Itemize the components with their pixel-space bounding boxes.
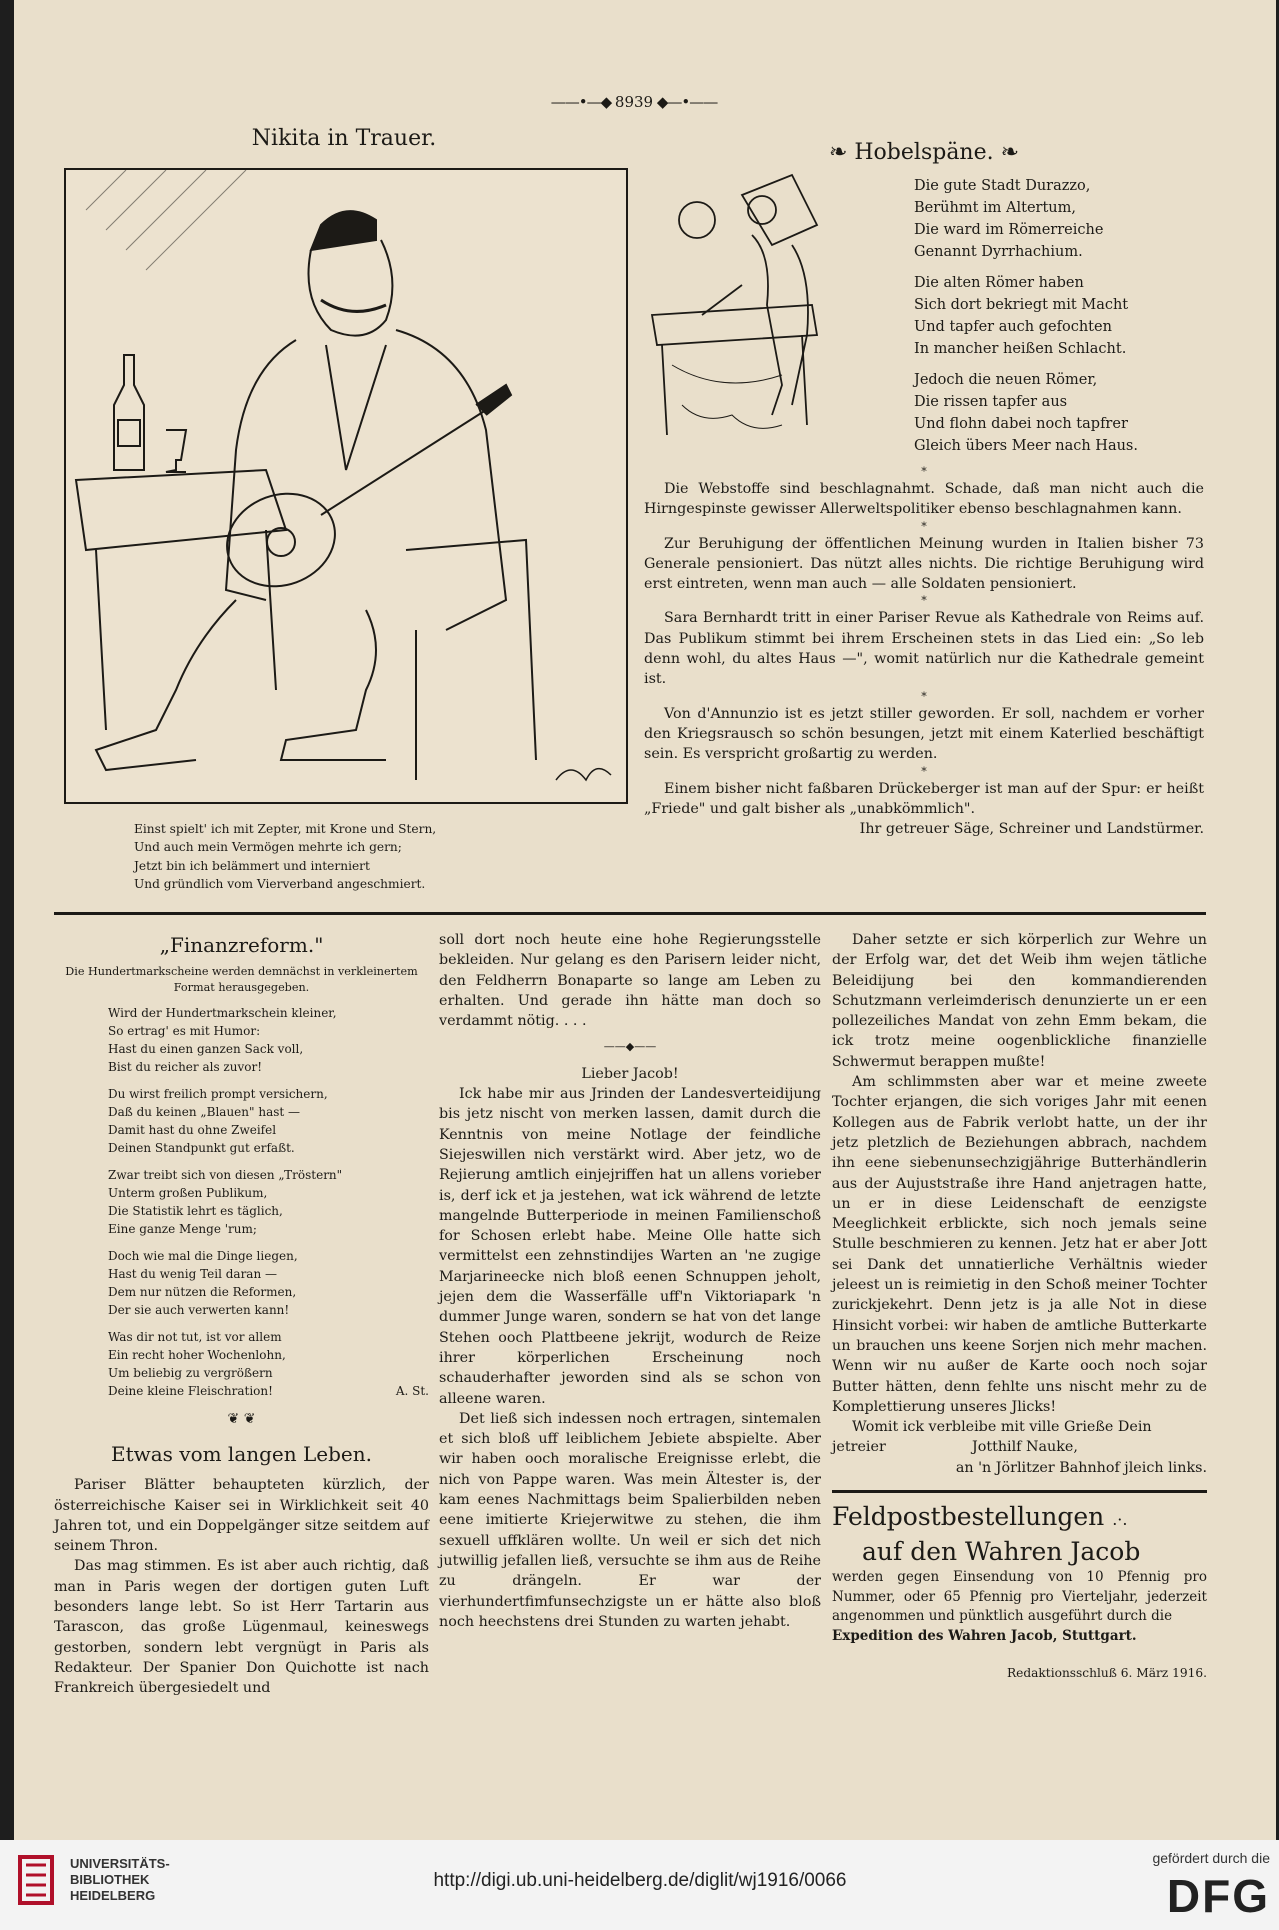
caption-line: Jetzt bin ich belämmert und interniert [134, 858, 370, 873]
ornament-icon: ❧ [828, 140, 855, 165]
caption-line: Und gründlich vom Vierverband angeschmiert. [134, 876, 426, 891]
finanz-intro: Die Hundertmarkscheine werden demnächst in verkleinertem Format herausgegeben. [65, 965, 418, 994]
poem-line: Die rissen tapfer aus [914, 394, 1068, 410]
separator-star: * [921, 519, 927, 533]
poem-line: Dem nur nützen die Reformen, [108, 1285, 297, 1299]
ad-expedition: Expedition des Wahren Jacob, Stuttgart. [832, 1627, 1137, 1644]
poem-stanza [108, 1166, 429, 1238]
poem-line: Du wirst freilich prompt versichern, [108, 1087, 328, 1101]
poem-stanza [108, 1085, 429, 1157]
poem-line: Und tapfer auch gefochten [914, 319, 1112, 335]
poem-stanza [108, 1004, 429, 1076]
caption-line: Und auch mein Vermögen mehrte ich gern; [134, 840, 402, 855]
logo-line: HEIDELBERG [70, 1888, 156, 1903]
poem-line: Und flohn dabei noch tapfrer [914, 416, 1128, 432]
ad-dots: .·. [1112, 1510, 1128, 1530]
poem-line: Deinen Standpunkt gut erfaßt. [108, 1141, 295, 1155]
cartoon-title: Nikita in Trauer. [251, 126, 437, 151]
hobel-item: Von d'Annunzio ist es jetzt stiller geworden. Er soll, nachdem er vorher den Kriegsrausch so schön besungen, jetzt mit einem Katerlied beschäftigt sein. Es verspricht großartig zu werden. [644, 705, 1204, 763]
jacob-paragraph: Daher setzte er sich körperlich zur Wehre un der Erfolg war, det det Weib ihm wejen tätliche Beleidijung bei den kommandierenden Schutzmann verleimderisch denunzierte un er een pollezeiliches Mandat von zehn Emm bekam, die ick trotz meine oogenblickliche finanzielle Schwermut berappen mußte! [832, 932, 1207, 1070]
leben-title: Etwas vom langen Leben. [110, 1442, 373, 1467]
page-header: ——•—◆ 8939 ◆—•—— [550, 93, 718, 111]
poem-line [108, 1382, 429, 1400]
jacob-paragraph: Womit ick verbleibe mit ville Grieße Dein [852, 1419, 1152, 1436]
column-right [832, 930, 1207, 1682]
poem-line: Ein recht hoher Wochenlohn, [108, 1348, 286, 1362]
poem-line: Gleich übers Meer nach Haus. [914, 438, 1138, 454]
hobel-poem [914, 175, 1174, 466]
poem-stanza [108, 1328, 429, 1400]
poem-stanza [914, 175, 1174, 263]
poem-line: Hast du wenig Teil daran — [108, 1267, 278, 1281]
funded-by-label: gefördert durch die [1152, 1850, 1270, 1866]
poem-line: Die gute Stadt Durazzo, [914, 178, 1091, 194]
poem-line: Die Statistik lehrt es täglich, [108, 1204, 283, 1218]
separator-star: * [921, 764, 927, 778]
jacob-closing [832, 1437, 1207, 1457]
poem-line: Sich dort bekriegt mit Macht [914, 297, 1129, 313]
university-logo-text [70, 1856, 170, 1904]
hobel-items [644, 465, 1204, 839]
jacob-salutation: Lieber Jacob! [581, 1065, 679, 1082]
poem-line: Damit hast du ohne Zweifel [108, 1123, 277, 1137]
poem-line: Eine ganze Menge 'rum; [108, 1222, 257, 1236]
poem-line: Doch wie mal die Dinge liegen, [108, 1249, 298, 1263]
poem-line: Genannt Dyrrhachium. [914, 244, 1083, 260]
separator-star: * [921, 689, 927, 703]
poem-line: So ertrag' es mit Humor: [108, 1024, 261, 1038]
poem-line: Daß du keinen „Blauen" hast — [108, 1105, 301, 1119]
poem-line: Hast du einen ganzen Sack voll, [108, 1042, 304, 1056]
closing-name: Jotthilf Nauke, [972, 1439, 1078, 1456]
section-divider [54, 912, 1206, 915]
leben-text [54, 1475, 429, 1698]
poem-line: Was dir not tut, ist vor allem [108, 1330, 282, 1344]
newspaper-page [14, 0, 1276, 1840]
hobel-item: Einem bisher nicht faßbaren Drückeberger ist man auf der Spur: er heißt „Friede" und galt bisher als „unabkömmlich". [644, 780, 1204, 817]
poem-stanza [108, 1247, 429, 1319]
caption-line: Einst spielt' ich mit Zepter, mit Krone und Stern, [134, 822, 437, 836]
hobel-item: Sara Bernhardt tritt in einer Pariser Revue als Kathedrale von Reims auf. Das Publikum stimmt bei ihrem Erscheinen stets in das Lied ein: „So leb denn wohl, du altes Haus —", womit natürlich nur die Kathedrale gemeint ist. [644, 610, 1204, 688]
musician-drawing [66, 170, 626, 802]
finanz-poem [54, 1004, 429, 1400]
cartoon-caption [134, 820, 614, 893]
dfg-logo: DFG [1166, 1870, 1270, 1922]
ad-body: werden gegen Einsendung von 10 Pfennig pro Nummer, oder 65 Pfennig pro Vierteljahr, jederzeit angenommen und pünktlich ausgeführt durch die [832, 1569, 1207, 1625]
separator-star: * [921, 594, 927, 608]
logo-line: BIBLIOTHEK [70, 1872, 150, 1887]
hobel-signature: Ihr getreuer Säge, Schreiner und Landstürmer. [859, 821, 1204, 838]
poem-stanza [914, 369, 1174, 457]
separator-star: * [921, 465, 927, 478]
hobel-title-text: Hobelspäne. [854, 140, 994, 165]
jacob-paragraph: Det ließ sich indessen noch ertragen, sintemalen et sich bloß uff leiblichem Jebiete abspielte. Aber wir haben ooch moralische Ereignisse erlebt, die nich von Pappe waren. Was mein Ältester is, der kam eenes Nachmittags beim Spalierbilden neben eene imitierte Kriejerwitwe zu stehen, die ihm sexuell uffklären wollte. Un weil er sich det nich jutwillig jefallen ließ, versuchte se ihm aus de Reihe zu drängeln. Er war der vierhundertfimfunsechzigste un er hätte also bloß noch heechstens drei Stunden zu warten jehabt. [439, 1410, 821, 1630]
ornament-icon: ❧ [993, 140, 1020, 165]
cartoon-illustration [64, 168, 628, 804]
feldpost-ad [832, 1490, 1207, 1646]
carpenter-illustration [642, 165, 832, 445]
poem-line: Die alten Römer haben [914, 275, 1084, 291]
document-url-link[interactable]: http://digi.ub.uni-heidelberg.de/diglit/wj1916/0066 [433, 1870, 847, 1891]
poem-line: Wird der Hundertmarkschein kleiner, [108, 1006, 337, 1020]
jacob-paragraph: Ick habe mir aus Jrinden der Landesverteidijung bis jetz nischt von merken lassen, damit durch die Kenntnis von meine Notlage der feindliche Siejeswillen nich verstärkt wird. Aber jetz, wo de Rejierung amtlich einjejriffen hat un allens vorieber is, derf ick et ja jestehen, wat ick während de letzte mangelnde Butterperiode in meinen Familienschoß for Schosen erlebt habe. Meine Olle hatte sich vermittelst een zehnstindijes Warten an 'ne zugige Marjarineecke nich bloß eenen Schnuppen jeholt, jejen dem die Wasserfälle uff'n Viktoriapark 'n dummer Junge waren, sondern se hat von det lange Stehen ooch Plattbeene jekrijt, wodurch de Reize ihrer körperlichen Erscheinung noch schauderhafter jeworden sind als se schon von alleene waren. [439, 1086, 821, 1407]
ad-title [832, 1501, 1207, 1536]
leben-continued: soll dort noch heute eine hohe Regierungsstelle bekleiden. Nur gelang es den Parisern leider nicht, den Feldherrn Bonaparte so lange am Leben zu erhalten. Und gerade ihn hätte man doch so verdammt nötig. . . . [439, 932, 821, 1030]
short-divider: ——◆—— [603, 1040, 657, 1054]
ad-title-line2: auf den Wahren Jacob [862, 1537, 1141, 1567]
poem-line: Bist du reicher als zuvor! [108, 1060, 263, 1074]
closing-word: jetreier [832, 1439, 886, 1456]
ornament-divider: ❦ ❦ [227, 1411, 256, 1427]
poem-line: In mancher heißen Schlacht. [914, 341, 1127, 357]
poem-stanza [914, 272, 1174, 360]
poem-line: Die ward im Römerreiche [914, 222, 1104, 238]
column-left [54, 930, 429, 1699]
hobel-item: Zur Beruhigung der öffentlichen Meinung wurden in Italien bisher 73 Generale pensioniert. Das nützt alles nichts. Die richtige Beruhigung wird erst eintreten, wenn man auch — alle Soldaten pensioniert. [644, 535, 1204, 593]
finanz-author: A. St. [395, 1384, 429, 1398]
poem-line: Unterm großen Publikum, [108, 1186, 268, 1200]
leben-paragraph: Das mag stimmen. Es ist aber auch richtig, daß man in Paris wegen der dortigen guten Luft besonders lange lebt. So ist Herr Tartarin aus Tarascon, das große Lügenmaul, keineswegs gestorben, sondern lebt vergnügt in Paris als Redakteur. Der Spanier Don Quichotte ist nach Frankreich übergesiedelt und [54, 1558, 429, 1697]
university-logo-icon [14, 1853, 58, 1907]
finanz-title: „Finanzreform." [159, 933, 324, 957]
viewer-footer [0, 1840, 1279, 1930]
column-middle [439, 930, 821, 1632]
carpenter-drawing [642, 165, 832, 445]
redaktionsschluss: Redaktionsschluß 6. März 1916. [1006, 1666, 1207, 1681]
poem-line: Zwar treibt sich von diesen „Tröstern" [108, 1168, 343, 1182]
closing-place: an 'n Jörlitzer Bahnhof jleich links. [955, 1459, 1207, 1476]
jacob-paragraph: Am schlimmsten aber war et meine zweete Tochter erjangen, die sich voriges Jahr mit eenen Kollegen aus de Fabrik verlobt hatte, un der ihr jetz pletzlich de Beziehungen abbrach, nachdem ihn eene siebenunsechzigjährige Butterhändlerin aus der Aujuststraße ihre Hand anjetragen hatte, un er in diese Leidenschaft de eenzigste Meeglichkeit erblickte, sich noch jemals seine Stulle beschmieren zu kennen. Jetz hat er aber Jott sei Dank det unnatierliche Verhältnis wieder jeleest un is reimietig in den Schoß meiner Tochter zurickjekehrt. Denn jetz is ja alle Not in diese Hinsicht vorbei: wir haben de amtliche Butterkarte un brauchen uns keene Sorjen nich mehr machen. Wenn wir nu außer de Karte ooch noch sojar Butter hätten, denn fehlte uns nischt mehr zu de Komplettierung unseres Jlicks! [832, 1074, 1207, 1415]
page-number: 8939 [614, 93, 654, 111]
poem-line: Jedoch die neuen Römer, [914, 372, 1098, 388]
hobel-title [814, 140, 1034, 165]
ad-title-line: Feldpostbestellungen [832, 1502, 1105, 1532]
poem-line: Um beliebig zu vergrößern [108, 1366, 273, 1380]
logo-line: UNIVERSITÄTS- [70, 1856, 170, 1871]
poem-line: Berühmt im Altertum, [914, 200, 1076, 216]
poem-line: Der sie auch verwerten kann! [108, 1303, 290, 1317]
leben-paragraph: Pariser Blätter behaupteten kürzlich, der österreichische Kaiser sei in Wirklichkeit seit 40 Jahren tot, und ein Doppelgänger sitze seitdem auf seinem Thron. [54, 1477, 429, 1555]
poem-line-text: Deine kleine Fleischration! [108, 1384, 273, 1398]
hobel-item: Die Webstoffe sind beschlagnahmt. Schade, daß man nicht auch die Hirngespinste gewisser Allerweltspolitiker ebenso beschlagnahmen kann. [644, 481, 1204, 518]
